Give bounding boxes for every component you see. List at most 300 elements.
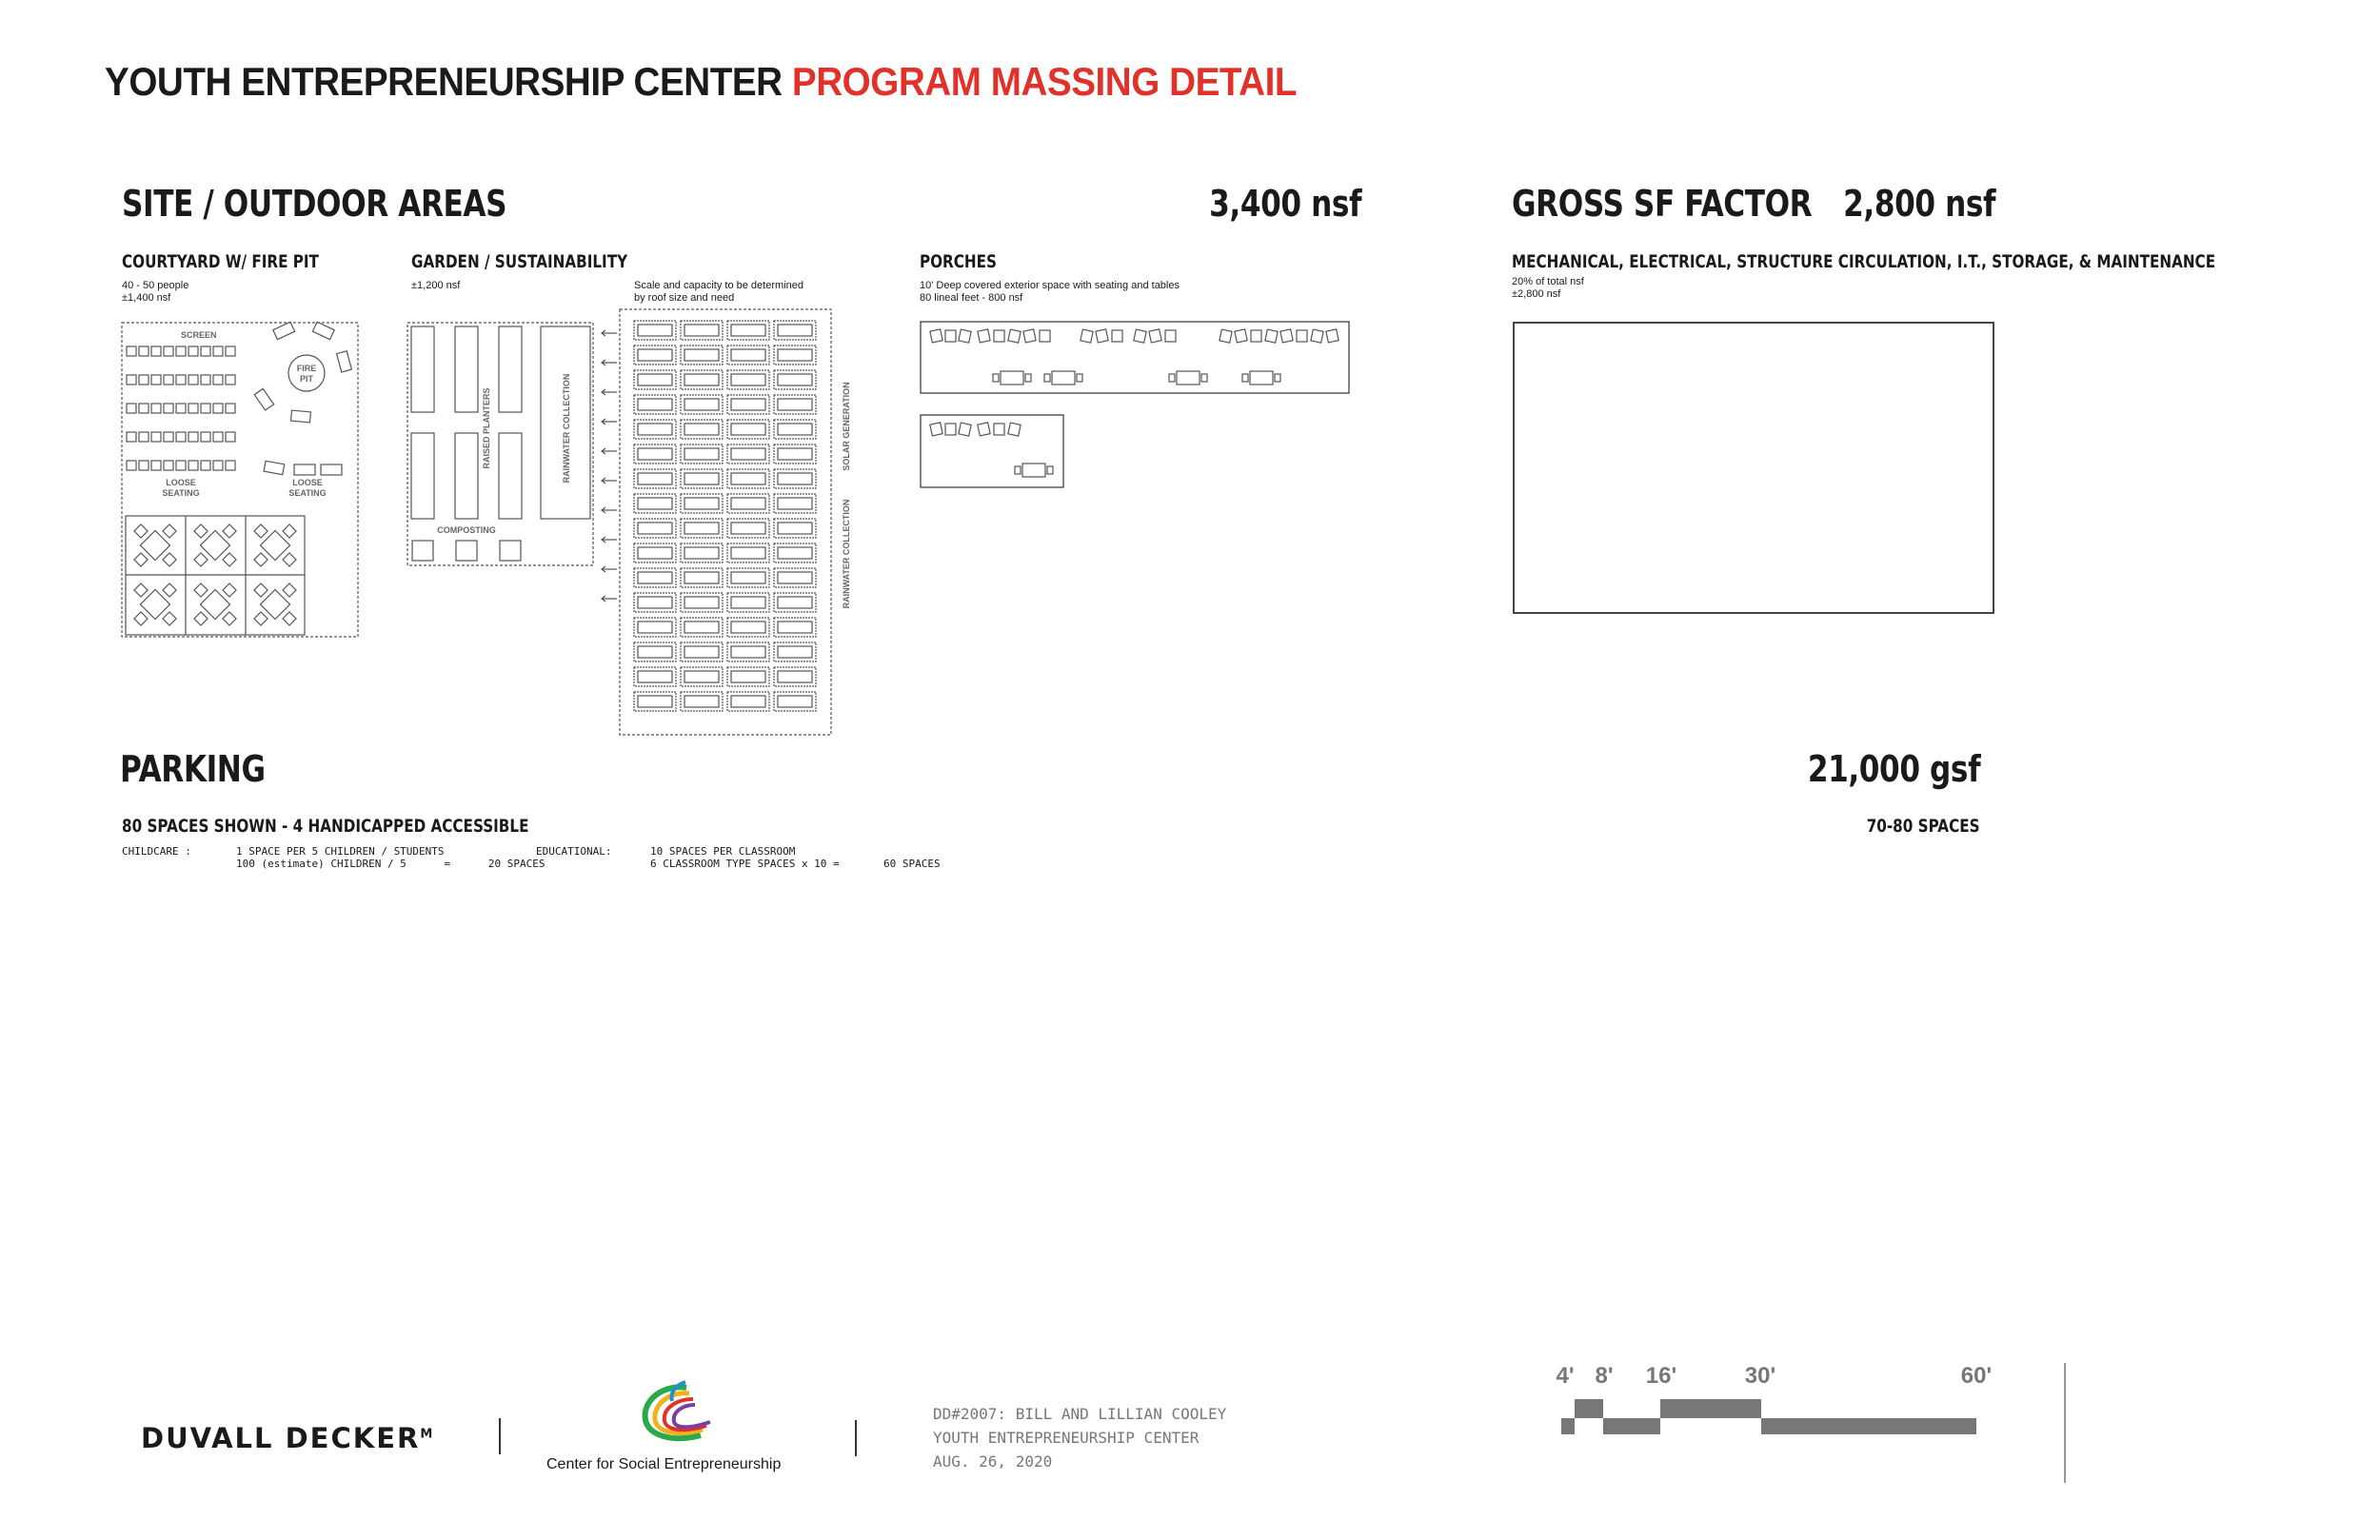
loose-chair	[264, 461, 285, 474]
scale-seg	[1575, 1399, 1603, 1418]
table	[200, 589, 229, 619]
seat	[188, 432, 198, 442]
loose-chair	[273, 322, 295, 339]
chair	[223, 553, 236, 566]
solar-arrows	[602, 330, 617, 602]
rain2-label: RAINWATER COLLECTION	[842, 499, 851, 609]
rain-label: RAINWATER COLLECTION	[562, 373, 571, 484]
solar-panel	[774, 494, 816, 513]
project-line-1: DD#2007: BILL AND LILLIAN COOLEY	[933, 1405, 1227, 1423]
solar-panel	[634, 519, 676, 538]
solar-panel	[634, 444, 676, 464]
scale-seg	[1561, 1418, 1575, 1434]
solar-cell	[778, 547, 812, 559]
porch-chair	[930, 423, 942, 436]
solar-cell	[684, 399, 719, 410]
chair	[223, 583, 236, 597]
solar-panel	[634, 642, 676, 661]
solar-panel	[681, 692, 723, 711]
solar-cell	[731, 498, 765, 509]
seating-label-2: SEATING	[288, 488, 327, 498]
porch-chair	[1096, 329, 1108, 343]
solar-label: SOLAR GENERATION	[842, 382, 851, 471]
solar-cell	[684, 597, 719, 608]
solar-cell	[778, 622, 812, 633]
compost-bin	[500, 541, 521, 561]
table	[260, 589, 289, 619]
fire-pit-icon	[288, 355, 325, 391]
project-line-2: YOUTH ENTREPRENEURSHIP CENTER	[933, 1429, 1200, 1447]
childcare-label: CHILDCARE :	[122, 845, 191, 858]
solar-panel	[727, 667, 769, 686]
solar-cell	[731, 349, 765, 361]
seat	[164, 432, 173, 442]
solar-cell	[638, 597, 672, 608]
porch-stool	[1242, 374, 1248, 382]
solar-panel	[727, 469, 769, 488]
solar-cell	[778, 671, 812, 682]
solar-cell	[638, 572, 672, 583]
chair	[194, 612, 208, 625]
seat	[201, 461, 210, 470]
chair	[254, 612, 268, 625]
gross-subtitle: MECHANICAL, ELECTRICAL, STRUCTURE CIRCULATION, I.T., STORAGE, & MAINTENANCE	[1512, 251, 2216, 272]
seat	[127, 375, 136, 385]
solar-cell	[731, 646, 765, 658]
seat	[151, 375, 161, 385]
porch-chair	[1040, 330, 1050, 342]
porch-chair	[1251, 330, 1261, 342]
porch-chair	[1149, 329, 1161, 343]
planter	[499, 326, 522, 412]
seat	[188, 461, 198, 470]
solar-cell	[638, 374, 672, 385]
chair	[194, 553, 208, 566]
solar-panel	[774, 568, 816, 587]
solar-panel	[774, 642, 816, 661]
chair	[283, 553, 296, 566]
chair	[223, 524, 236, 538]
porch-table	[1250, 371, 1273, 385]
solar-cell	[731, 424, 765, 435]
solar-panel	[634, 321, 676, 340]
chair	[134, 553, 148, 566]
porch-tables	[993, 371, 1280, 477]
solar-panel	[634, 543, 676, 563]
solar-cell	[778, 374, 812, 385]
scale-label-60: 60'	[1960, 1363, 1993, 1389]
solar-panel	[681, 444, 723, 464]
solar-panel	[774, 395, 816, 414]
seat	[151, 346, 161, 356]
porch-table	[1001, 371, 1023, 385]
chair	[163, 553, 176, 566]
chair	[134, 524, 148, 538]
solar-cell	[731, 448, 765, 460]
porch-chair	[1023, 329, 1036, 343]
seat	[176, 375, 186, 385]
seat	[139, 375, 149, 385]
gross-heading: GROSS SF FACTOR	[1512, 183, 1813, 225]
parking-spaces: 70-80 SPACES	[1867, 816, 1980, 837]
chair	[223, 612, 236, 625]
solar-cell	[684, 523, 719, 534]
compost-bin	[456, 541, 477, 561]
educational-line-1: 10 SPACES PER CLASSROOM	[650, 845, 796, 858]
porch-chairs	[930, 329, 1339, 436]
solar-cell	[684, 498, 719, 509]
table	[140, 589, 169, 619]
porch-chair	[1311, 329, 1323, 343]
porch-long	[921, 322, 1349, 393]
footer-divider-2	[855, 1420, 857, 1456]
solar-cell	[684, 572, 719, 583]
solar-panel	[681, 618, 723, 637]
solar-panel	[681, 420, 723, 439]
solar-cell	[684, 696, 719, 707]
firm-name: DUVALL DECKER	[141, 1422, 421, 1454]
loose-chair	[337, 351, 352, 372]
porch-chair	[1165, 330, 1176, 342]
porch-stool	[1047, 466, 1053, 474]
solar-cell	[684, 646, 719, 658]
seat	[164, 346, 173, 356]
porch-stool	[993, 374, 999, 382]
solar-panel	[634, 667, 676, 686]
courtyard-title: COURTYARD W/ FIRE PIT	[122, 251, 319, 272]
solar-panel	[634, 469, 676, 488]
solar-cell	[684, 349, 719, 361]
firm-mark: M	[420, 1427, 435, 1442]
seat	[139, 404, 149, 413]
solar-panel	[634, 568, 676, 587]
seat	[127, 432, 136, 442]
solar-cell	[778, 325, 812, 336]
seat	[127, 404, 136, 413]
solar-cell	[638, 473, 672, 484]
seat	[226, 375, 235, 385]
courtyard-nsf: ±1,400 nsf	[122, 292, 171, 304]
solar-panel	[727, 519, 769, 538]
solar-cell	[778, 572, 812, 583]
solar-cell	[684, 622, 719, 633]
porch-chair	[1134, 329, 1146, 343]
childcare-line-2: 100 (estimate) CHILDREN / 5 = 20 SPACES	[236, 858, 545, 870]
chair	[254, 524, 268, 538]
loose-chair	[291, 410, 311, 423]
chair	[163, 524, 176, 538]
solar-cell	[638, 696, 672, 707]
parking-area: 21,000 gsf	[1807, 748, 1980, 790]
table	[260, 530, 289, 560]
porch-table	[1052, 371, 1075, 385]
seat	[213, 432, 223, 442]
solar-cell	[731, 325, 765, 336]
porch-stool	[1275, 374, 1280, 382]
seat	[164, 404, 173, 413]
solar-panel	[634, 370, 676, 389]
seat	[176, 461, 186, 470]
seat	[127, 346, 136, 356]
seat	[139, 432, 149, 442]
composting-label: COMPOSTING	[437, 525, 496, 535]
porches-line-1: 10' Deep covered exterior space with seating and tables	[920, 280, 1180, 291]
solar-cell	[684, 473, 719, 484]
porch-chair	[994, 330, 1004, 342]
solar-panel	[727, 692, 769, 711]
seat	[164, 461, 173, 470]
solar-cell	[731, 622, 765, 633]
solar-panel	[681, 543, 723, 563]
solar-panel	[727, 444, 769, 464]
seat	[226, 432, 235, 442]
seat	[188, 375, 198, 385]
solar-cell	[778, 399, 812, 410]
solar-panel	[727, 370, 769, 389]
chair	[283, 524, 296, 538]
solar-panel	[727, 395, 769, 414]
chair	[283, 583, 296, 597]
loose-chair	[321, 464, 342, 475]
porch-table	[1177, 371, 1200, 385]
compost-bin	[412, 541, 433, 561]
site-area: 3,400 nsf	[1208, 183, 1361, 225]
chair	[134, 583, 148, 597]
fire-label: FIRE	[296, 364, 317, 373]
solar-cell	[731, 572, 765, 583]
solar-panel	[727, 494, 769, 513]
solar-panel	[681, 469, 723, 488]
chair	[283, 612, 296, 625]
solar-panel	[774, 667, 816, 686]
porch-stool	[1025, 374, 1031, 382]
title-black: YOUTH ENTREPRENEURSHIP CENTER	[105, 59, 783, 104]
childcare-line-1: 1 SPACE PER 5 CHILDREN / STUDENTS	[236, 845, 445, 858]
porch-stool	[1201, 374, 1207, 382]
solar-cell	[638, 523, 672, 534]
solar-cell	[684, 374, 719, 385]
solar-panel	[727, 568, 769, 587]
cse-name: Center for Social Entrepreneurship	[546, 1456, 782, 1472]
solar-panel	[727, 346, 769, 365]
solar-panel	[681, 395, 723, 414]
solar-panel	[774, 420, 816, 439]
seat	[213, 461, 223, 470]
solar-cell	[638, 424, 672, 435]
solar-cell	[731, 374, 765, 385]
cse-logo-icon	[634, 1380, 722, 1447]
solar-cell	[778, 473, 812, 484]
solar-cell	[638, 448, 672, 460]
porch-chair	[959, 423, 971, 436]
courtyard-screen-label: SCREEN	[181, 330, 217, 340]
loose-chair	[294, 464, 315, 475]
solar-panel	[634, 346, 676, 365]
solar-panel	[774, 519, 816, 538]
loose-chair	[254, 388, 273, 410]
scale-bar	[1552, 1356, 1999, 1442]
solar-cell	[778, 498, 812, 509]
courtyard-people: 40 - 50 people	[122, 280, 189, 291]
porch-chair	[1008, 423, 1021, 436]
solar-cell	[684, 547, 719, 559]
porch-table	[1022, 464, 1045, 477]
porch-chair	[930, 329, 942, 343]
porch-chair	[945, 330, 956, 342]
solar-cell	[638, 498, 672, 509]
solar-panel	[634, 420, 676, 439]
solar-panel	[681, 593, 723, 612]
courtyard-seat-rows	[127, 346, 235, 470]
porches-line-2: 80 lineal feet - 800 nsf	[920, 292, 1023, 304]
solar-cell	[638, 622, 672, 633]
solar-panel	[681, 346, 723, 365]
footer-divider	[499, 1418, 501, 1454]
solar-panel	[774, 543, 816, 563]
seat	[201, 346, 210, 356]
table	[200, 530, 229, 560]
seat	[226, 404, 235, 413]
porch-chair	[978, 329, 990, 343]
parking-subtitle: 80 SPACES SHOWN - 4 HANDICAPPED ACCESSIBLE	[122, 816, 529, 837]
chair	[194, 583, 208, 597]
garden-note-1: Scale and capacity to be determined	[634, 280, 803, 291]
porch-chair	[959, 329, 971, 343]
chair	[254, 583, 268, 597]
planter	[455, 433, 478, 519]
solar-cell	[778, 349, 812, 361]
planter	[411, 326, 434, 412]
solar-panel	[774, 346, 816, 365]
educational-line-2: 6 CLASSROOM TYPE SPACES x 10 = 60 SPACES	[650, 858, 941, 870]
chair	[163, 583, 176, 597]
gross-line-2: ±2,800 nsf	[1512, 288, 1561, 300]
solar-panel	[774, 370, 816, 389]
solar-cell	[638, 547, 672, 559]
project-line-3: AUG. 26, 2020	[933, 1452, 1053, 1471]
solar-cell	[731, 473, 765, 484]
porch-chair	[1008, 329, 1021, 343]
solar-panel	[774, 692, 816, 711]
seat	[188, 346, 198, 356]
parking-heading: PARKING	[120, 748, 266, 790]
solar-panel	[681, 519, 723, 538]
scale-label-4: 4'	[1556, 1363, 1575, 1389]
solar-panel	[634, 618, 676, 637]
solar-panel	[681, 642, 723, 661]
solar-panel	[681, 568, 723, 587]
scale-label-30: 30'	[1744, 1363, 1776, 1389]
solar-panel	[634, 494, 676, 513]
courtyard-boundary	[122, 323, 358, 637]
solar-cell	[638, 325, 672, 336]
porches-title: PORCHES	[920, 251, 997, 272]
solar-cell	[778, 424, 812, 435]
courtyard-plan	[122, 322, 358, 637]
solar-cell	[684, 325, 719, 336]
scale-divider	[2064, 1363, 2066, 1483]
seat	[139, 346, 149, 356]
seat	[226, 461, 235, 470]
loose-chair	[312, 322, 334, 339]
solar-cell	[731, 547, 765, 559]
planter	[455, 326, 478, 412]
scale-label-8: 8'	[1595, 1363, 1614, 1389]
solar-cell	[778, 646, 812, 658]
solar-panel	[681, 321, 723, 340]
seat	[151, 404, 161, 413]
seat	[201, 432, 210, 442]
porch-chair	[994, 424, 1004, 435]
seat	[226, 346, 235, 356]
porch-stool	[1015, 466, 1021, 474]
porch-chair	[1297, 330, 1307, 342]
planters-label: RAISED PLANTERS	[482, 387, 491, 469]
seating-label-1: SEATING	[162, 488, 200, 498]
seat	[213, 404, 223, 413]
solar-cell	[731, 399, 765, 410]
firm-logo	[141, 1422, 434, 1454]
porch-stool	[1044, 374, 1050, 382]
seat	[176, 404, 186, 413]
scale-seg	[1761, 1418, 1976, 1434]
scale-seg	[1660, 1399, 1761, 1418]
solar-cell	[731, 696, 765, 707]
solar-array	[602, 309, 851, 735]
chair	[194, 524, 208, 538]
garden-title: GARDEN / SUSTAINABILITY	[411, 251, 628, 272]
solar-panel	[774, 593, 816, 612]
porch-chair	[1235, 329, 1247, 343]
porch-chair	[1081, 329, 1093, 343]
porch-chair	[1220, 329, 1232, 343]
table	[140, 530, 169, 560]
pit-label: PIT	[299, 374, 314, 384]
chair	[254, 553, 268, 566]
solar-panel	[727, 420, 769, 439]
seat	[176, 432, 186, 442]
solar-panel	[727, 321, 769, 340]
solar-panel	[774, 321, 816, 340]
porch-stool	[1169, 374, 1175, 382]
solar-panel	[681, 370, 723, 389]
gross-line-1: 20% of total nsf	[1512, 276, 1584, 287]
chair	[163, 612, 176, 625]
solar-panel	[634, 395, 676, 414]
seat	[213, 346, 223, 356]
solar-cell	[731, 523, 765, 534]
solar-panel	[727, 543, 769, 563]
seat	[127, 461, 136, 470]
educational-label: EDUCATIONAL:	[536, 845, 612, 858]
garden-note-2: by roof size and need	[634, 292, 735, 304]
solar-panel	[774, 469, 816, 488]
solar-panel	[634, 692, 676, 711]
porch-stool	[1077, 374, 1082, 382]
solar-cell	[684, 671, 719, 682]
porch-chair	[978, 423, 990, 436]
solar-panel	[634, 593, 676, 612]
solar-panel	[681, 667, 723, 686]
solar-cell	[638, 399, 672, 410]
porch-chair	[1265, 329, 1278, 343]
site-heading: SITE / OUTDOOR AREAS	[122, 183, 507, 225]
porch-plan	[921, 322, 1349, 487]
solar-panel	[727, 593, 769, 612]
scale-label-16: 16'	[1645, 1363, 1677, 1389]
solar-cell	[778, 597, 812, 608]
solar-panel	[727, 642, 769, 661]
